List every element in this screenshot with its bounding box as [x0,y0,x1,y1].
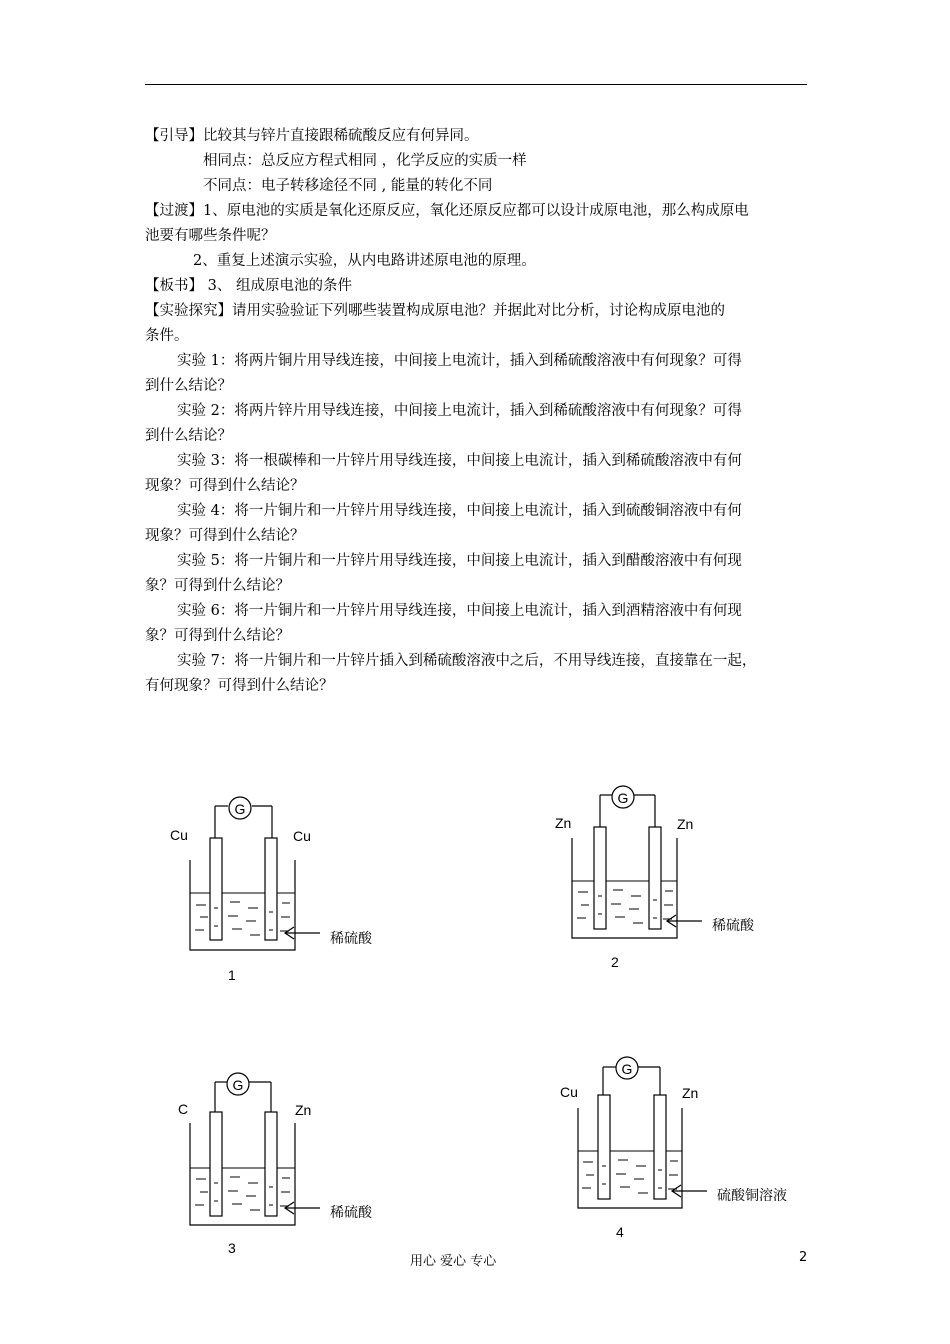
galvanometer-label: G [621,1061,633,1077]
figure-number: 2 [611,954,619,970]
solution-label: 稀硫酸 [712,918,754,934]
solution-label: 稀硫酸 [330,1205,372,1221]
header-rule [145,84,807,85]
page-number: 2 [799,1250,808,1265]
left-electrode-label: Zn [555,815,572,831]
text-line-exp2-cont: 到什么结论？ [145,428,232,444]
text-line-explore: 【实验探究】请用实验验证下列哪些装置构成原电池？并据此对比分析，讨论构成原电池的 [145,303,725,319]
text-line-intro: 【引导】比较其与锌片直接跟稀硫酸反应有何异同。 [145,128,479,144]
beaker [190,1123,295,1225]
text-line-exp3-cont: 现象？可得到什么结论？ [145,478,305,494]
right-electrode-label: Cu [293,828,311,844]
left-electrode-label: Cu [560,1084,578,1100]
text-line-board: 【板书】 3、 组成原电池的条件 [145,278,352,294]
text-line-exp6-cont: 象？可得到什么结论？ [145,628,290,644]
text-line-explore-cont: 条件。 [145,328,189,344]
left-electrode [598,1095,610,1199]
solution-label: 稀硫酸 [330,931,372,947]
figure-number: 4 [616,1224,624,1240]
text-line-exp4: 实验 4：将一片铜片和一片锌片用导线连接，中间接上电流计，插入到硫酸铜溶液中有何 [177,503,742,519]
footer-motto: 用心 爱心 专心 [410,1254,497,1269]
left-electrode-label: C [178,1101,189,1117]
text-line-repeat: 2、重复上述演示实验，从内电路讲述原电池的原理。 [193,253,536,269]
text-line-exp6: 实验 6：将一片铜片和一片锌片用导线连接，中间接上电流计，插入到酒精溶液中有何现 [177,603,742,619]
left-electrode [210,1112,222,1216]
text-line-transition: 【过渡】1、原电池的实质是氧化还原反应，氧化还原反应都可以设计成原电池，那么构成原电 [145,203,749,219]
text-line-exp1: 实验 1：将两片铜片用导线连接，中间接上电流计，插入到稀硫酸溶液中有何现象？可得 [177,353,742,369]
text-line-exp5-cont: 象？可得到什么结论？ [145,578,290,594]
galvanometer-label: G [617,790,629,806]
text-line-exp3: 实验 3：将一根碳棒和一片锌片用导线连接，中间接上电流计，插入到稀硫酸溶液中有何 [177,453,742,469]
right-electrode [654,1095,666,1199]
figure-number: 1 [228,967,236,983]
apparatus-figure-1 [160,790,400,990]
solution-label: 硫酸铜溶液 [717,1188,787,1204]
left-electrode-label: Cu [170,827,188,843]
right-electrode-label: Zn [682,1085,699,1101]
text-line-exp2: 实验 2：将两片锌片用导线连接，中间接上电流计，插入到稀硫酸溶液中有何现象？可得 [177,403,742,419]
right-electrode [265,838,277,940]
right-electrode [265,1112,277,1216]
text-line-exp7-cont: 有何现象？可得到什么结论？ [145,678,334,694]
right-electrode-label: Zn [295,1102,312,1118]
apparatus-figure-3 [160,1065,400,1265]
galvanometer-label: G [232,1077,244,1093]
text-line-exp4-cont: 现象？可得到什么结论？ [145,528,305,544]
text-line-transition-cont: 池要有哪些条件呢？ [145,228,276,244]
apparatus-figure-4 [550,1050,820,1245]
left-electrode [210,838,222,940]
apparatus-figure-2 [545,780,785,980]
figure-number: 3 [228,1240,236,1256]
right-electrode-label: Zn [677,816,694,832]
text-line-difference: 不同点：电子转移途径不同 , 能量的转化不同 [203,178,493,194]
text-line-exp1-cont: 到什么结论？ [145,378,232,394]
galvanometer-label: G [234,801,246,817]
text-line-exp7: 实验 7：将一片铜片和一片锌片插入到稀硫酸溶液中之后，不用导线连接，直接靠在一起， [177,653,757,669]
right-electrode [649,827,661,929]
text-line-similarity: 相同点：总反应方程式相同 ，化学反应的实质一样 [203,153,527,169]
text-line-exp5: 实验 5：将一片铜片和一片锌片用导线连接，中间接上电流计，插入到醋酸溶液中有何现 [177,553,742,569]
